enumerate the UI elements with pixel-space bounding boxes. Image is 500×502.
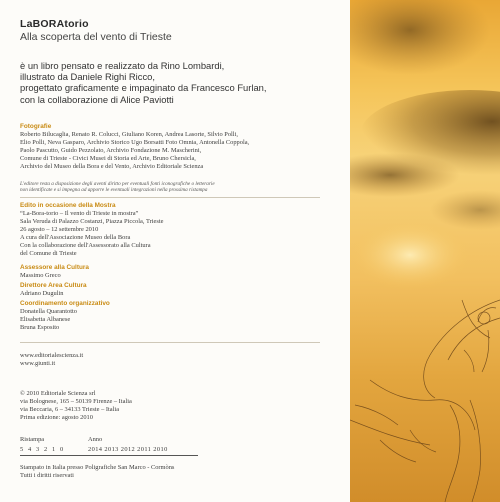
divider <box>20 197 320 198</box>
coordinamento-name: Donatella Quarantotto <box>20 308 77 315</box>
fotografie-section <box>20 123 320 171</box>
credits-intro <box>20 60 340 105</box>
address-line: via Beccaria, 6 – 34133 Trieste – Italia <box>20 406 120 414</box>
assessore-label: Assessore alla Cultura <box>20 264 89 271</box>
divider <box>20 455 198 456</box>
mostra-label: Edito in occasione della Mostra <box>20 202 116 209</box>
anno-label: Anno <box>88 436 103 443</box>
mostra-line: “La-Bora-torio – Il vento di Trieste in mostra” <box>20 210 139 217</box>
header-block <box>20 18 340 43</box>
mostra-line: 26 agosto – 12 settembre 2010 <box>20 226 99 234</box>
mostra-section <box>20 202 320 259</box>
fotografie-line: Paolo Pascutto, Guido Pezzolato, Archivio Fondazione M. Mascherini, <box>20 147 202 155</box>
website-link[interactable]: www.giunti.it <box>20 360 56 368</box>
fotografie-line: Elio Polli, Neva Gasparo, Archivio Storico Ugo Borsatti Foto Omnia, Antonella Coppola, <box>20 139 250 147</box>
direttore-name: Adriano Dugulin <box>20 290 64 297</box>
ristampa-label: Ristampa <box>20 436 45 443</box>
intro-line: con la collaborazione di Alice Paviotti <box>20 93 174 105</box>
mostra-line: Sala Veruda di Palazzo Costanzi, Piazza Piccola, Trieste <box>20 218 164 226</box>
intro-line: illustrato da Daniele Righi Ricco, <box>20 71 155 83</box>
mostra-line: del Comune di Trieste <box>20 250 77 258</box>
disclaimer-line: non identificate e si impegna ad apporre le eventuali integrazioni nella prossima ristampa <box>20 187 208 194</box>
divider <box>20 342 320 343</box>
sepia-sky-illustration <box>350 0 500 502</box>
coordinamento-section <box>20 300 320 332</box>
anno-values: 2014 2013 2012 2011 2010 <box>88 446 168 453</box>
fotografie-line: Archivio del Museo della Bora e del Vento, Archivio Editoriale Scienza <box>20 163 204 171</box>
fotografie-line: Roberto Bilucaglia, Renato R. Colucci, Giuliano Koren, Andrea Lasorte, Silvio Polli, <box>20 131 238 138</box>
stampa-block <box>20 464 320 480</box>
disclaimer-block <box>20 181 320 194</box>
ristampa-table <box>20 436 200 455</box>
fotografie-line: Comune di Trieste - Civici Musei di Storia ed Arte, Bruno Chersicla, <box>20 155 196 163</box>
direttore-label: Direttore Area Cultura <box>20 282 87 289</box>
ristampa-values: 5 4 3 2 1 0 <box>20 446 65 453</box>
coordinamento-name: Bruna Esposito <box>20 324 60 332</box>
rights-line: Tutti i diritti riservati <box>20 472 74 480</box>
sky-artwork <box>350 0 500 502</box>
coordinamento-name: Elisabetta Albanese <box>20 316 71 324</box>
intro-line: è un libro pensato e realizzato da Rino Lombardi, <box>20 60 225 71</box>
copyright-block <box>20 390 220 422</box>
web-links <box>20 352 220 368</box>
assessore-name: Massimo Greco <box>20 272 61 279</box>
intro-line: progettato graficamente e impaginato da Francesco Furlan, <box>20 82 267 94</box>
book-title: LaBORAtorio <box>20 18 89 30</box>
book-subtitle: Alla scoperta del vento di Trieste <box>20 31 172 43</box>
address-line: via Bolognese, 165 – 50139 Firenze – Italia <box>20 398 132 406</box>
edition-line: Prima edizione: agosto 2010 <box>20 414 93 422</box>
website-link[interactable]: www.editorialescienza.it <box>20 352 84 359</box>
mostra-line: A cura dell'Associazione Museo della Bora <box>20 234 131 242</box>
mostra-line: Con la collaborazione dell'Assessorato alla Cultura <box>20 242 151 250</box>
direttore-section <box>20 282 320 298</box>
sun-glow <box>350 220 470 290</box>
disclaimer-line: L'editore resta a disposizione degli aventi diritto per eventuali fonti iconografiche o letterarie <box>20 181 215 187</box>
copyright-line: © 2010 Editoriale Scienza srl <box>20 390 96 397</box>
coordinamento-label: Coordinamento organizzativo <box>20 300 110 307</box>
fotografie-label: Fotografie <box>20 123 52 130</box>
printer-line: Stampato in Italia presso Poligrafiche San Marco - Cormòns <box>20 464 175 471</box>
assessore-section <box>20 264 320 280</box>
